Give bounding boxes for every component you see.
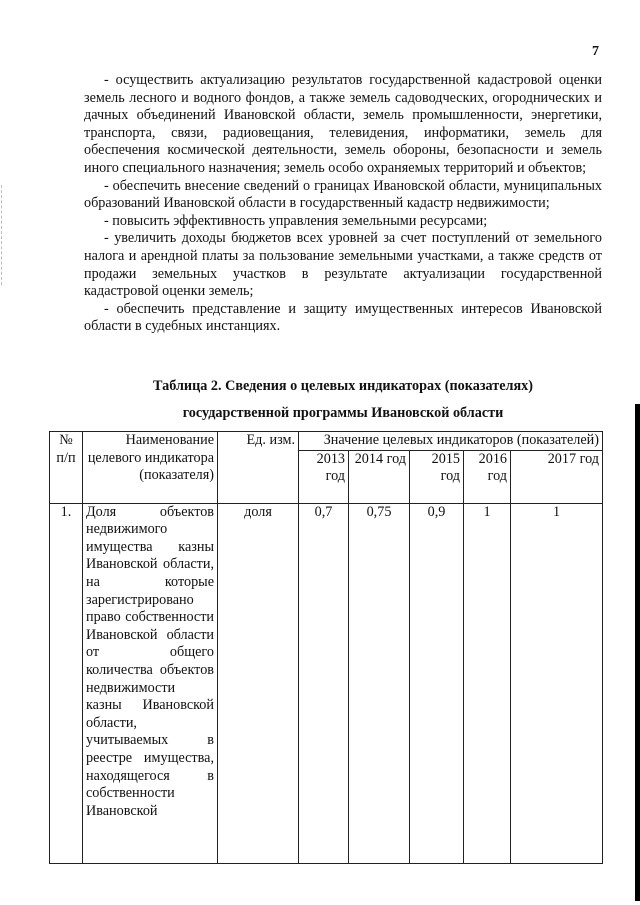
page-number: 7	[592, 44, 599, 59]
header-row-1	[50, 432, 603, 451]
body-text	[84, 72, 602, 336]
row-value-2013: 0,7	[299, 503, 349, 863]
row-value-2015: 0,9	[410, 503, 464, 863]
header-year-2013: 2013 год	[299, 450, 349, 503]
scan-edge-shadow	[635, 404, 640, 901]
row-value-2017: 1	[511, 503, 603, 863]
indicators-table	[49, 431, 603, 864]
row-value-2016: 1	[464, 503, 511, 863]
paragraph-cadastral-valuation: - осуществить актуализацию результатов государственной кадастровой оценки земель лесного и водного фондов, а также земель садоводческих, огороднических и дачных объединений Ивановской области, земель промышленности, энергетики, транспорта, связи, радиовещания, телевидения, информатики, земель для обеспечения космической деятельности, земель обороны, безопасности и земель иного специального назначения; земель особо охраняемых территорий и объектов;	[84, 72, 602, 176]
paragraph-budget-revenue: - увеличить доходы бюджетов всех уровней за счет поступлений от земельного налога и арендной платы за пользование земельными участками, а также средств от продажи земельных участков в результате актуализации государственной кадастровой оценки земель;	[84, 230, 602, 300]
header-num: № п/п	[50, 432, 83, 504]
header-name: Наименование целевого индикатора (показателя)	[83, 432, 218, 504]
table-caption-line2: государственной программы Ивановской области	[182, 405, 504, 421]
row-value-2014: 0,75	[349, 503, 410, 863]
header-values-group: Значение целевых индикаторов (показателей)	[299, 432, 603, 451]
paragraph-land-management: - повысить эффективность управления земельными ресурсами;	[104, 212, 488, 229]
row-num: 1.	[50, 503, 83, 863]
header-year-2015: 2015 год	[410, 450, 464, 503]
paragraph-legal-protection: - обеспечить представление и защиту имущественных интересов Ивановской области в судебных инстанциях.	[84, 300, 602, 335]
header-year-2017: 2017 год	[511, 450, 603, 503]
row-unit: доля	[218, 503, 299, 863]
table-caption-line1: Таблица 2. Сведения о целевых индикаторах (показателях)	[153, 378, 533, 394]
table-row	[50, 503, 603, 863]
row-indicator-name: Доля объектов недвижимого имущества казны Ивановской области, на которые зарегистрировано право собственности Ивановской области от общего количества объектов недвижимости казны Ивановской области, учитываемых в реестре имущества, находящегося в собственности Ивановской	[83, 503, 218, 863]
header-year-2016: 2016 год	[464, 450, 511, 503]
scan-left-margin-marks	[1, 185, 3, 285]
paragraph-boundaries: - обеспечить внесение сведений о границах Ивановской области, муниципальных образований Ивановской области в государственный кадастр недвижимости;	[84, 177, 602, 212]
header-year-2014: 2014 год	[349, 450, 410, 503]
header-unit: Ед. изм.	[218, 432, 299, 504]
